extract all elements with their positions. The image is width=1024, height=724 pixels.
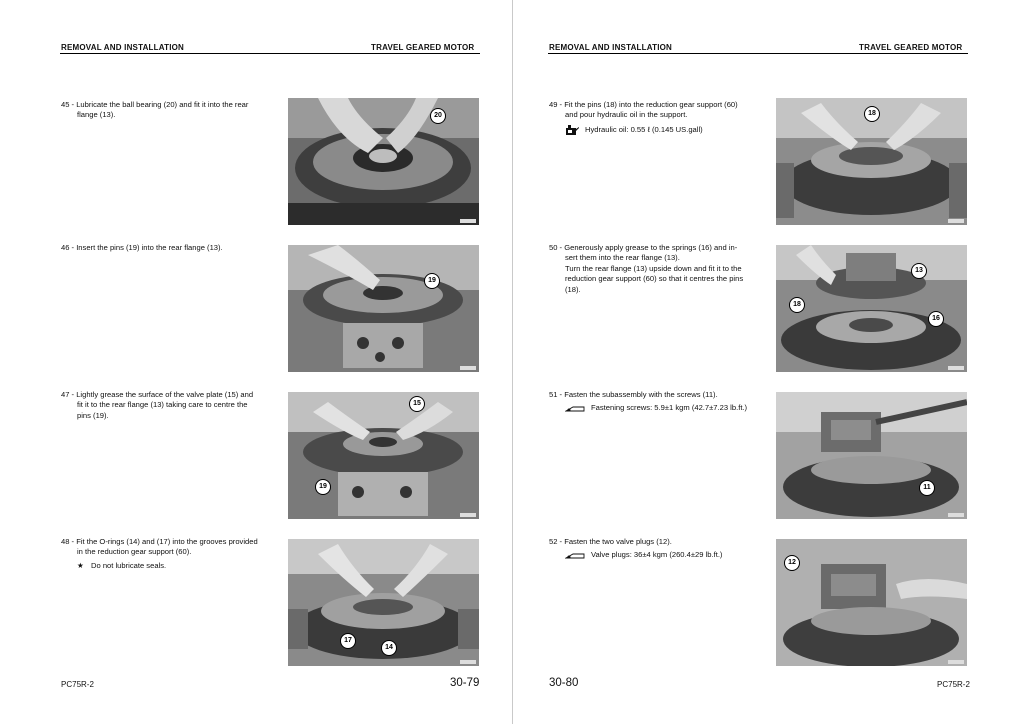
step-49-note (549, 124, 769, 136)
step-line: sert them into the rear flange (13). (565, 253, 680, 263)
star-icon: ★ (77, 560, 84, 570)
page-spread-divider (512, 0, 513, 724)
step-49-text (549, 100, 769, 136)
step-52-text (549, 537, 769, 561)
callout-18: 18 (789, 297, 805, 313)
step-52-note (549, 550, 769, 560)
right-footer-model: PC75R-2 (937, 680, 970, 689)
oil-can-icon (565, 124, 579, 136)
photo-step-50 (776, 245, 967, 372)
step-line: 49 - Fit the pins (18) into the reduction gear support (60) (549, 100, 738, 109)
callout-12: 12 (784, 555, 800, 571)
callout-14: 14 (381, 640, 397, 656)
step-51-note (549, 403, 769, 413)
step-line: reduction gear support (60) so that it centres the pins (565, 274, 744, 284)
photo-step-47 (288, 392, 479, 519)
left-title-header: TRAVEL GEARED MOTOR (371, 43, 475, 52)
callout-13: 13 (911, 263, 927, 279)
note-text: Fastening screws: 5.9±1 kgm (42.7±7.23 lb.ft.) (591, 403, 748, 413)
right-section-header: REMOVAL AND INSTALLATION (549, 43, 673, 52)
callout-20: 20 (430, 108, 446, 124)
step-48-text (61, 537, 281, 571)
step-line: flange (13). (77, 110, 116, 120)
step-48-note (61, 561, 281, 571)
note-text: Hydraulic oil: 0.55 ℓ (0.145 US.gall) (585, 124, 703, 134)
photo-step-48 (288, 539, 479, 666)
step-line: 52 - Fasten the two valve plugs (12). (549, 537, 672, 546)
right-title-header: TRAVEL GEARED MOTOR (859, 43, 963, 52)
photo-step-49 (776, 98, 967, 225)
step-line: in the reduction gear support (60). (77, 547, 192, 557)
left-footer-model: PC75R-2 (61, 680, 94, 689)
callout-19: 19 (315, 479, 331, 495)
callout-19: 19 (424, 273, 440, 289)
step-line: 47 - Lightly grease the surface of the valve plate (15) and (61, 390, 254, 399)
step-line: 51 - Fasten the subassembly with the screws (11). (549, 390, 718, 399)
step-line: 50 - Generously apply grease to the springs (16) and in- (549, 243, 738, 252)
right-page-number: 30-80 (549, 677, 579, 689)
callout-11: 11 (919, 480, 935, 496)
step-line: and pour hydraulic oil in the support. (565, 110, 688, 120)
step-46-text (61, 243, 281, 253)
step-line: pins (19). (77, 410, 109, 420)
photo-step-46 (288, 245, 479, 372)
left-page-number: 30-79 (450, 677, 480, 689)
left-header-rule (60, 53, 480, 54)
photo-step-51 (776, 392, 967, 519)
step-line: 48 - Fit the O-rings (14) and (17) into the grooves provided (61, 537, 258, 546)
step-45-text (61, 100, 281, 121)
right-header-rule (548, 53, 968, 54)
step-50-text (549, 243, 769, 295)
photo-step-45 (288, 98, 479, 225)
step-line: 45 - Lubricate the ball bearing (20) and fit it into the rear (61, 100, 249, 109)
note-text: Do not lubricate seals. (91, 560, 167, 570)
torque-wrench-icon (565, 552, 585, 560)
callout-17: 17 (340, 633, 356, 649)
step-line: fit it to the rear flange (13) taking care to centre the (77, 400, 248, 410)
callout-15: 15 (409, 396, 425, 412)
step-line: (18). (565, 284, 581, 294)
callout-16: 16 (928, 311, 944, 327)
left-section-header: REMOVAL AND INSTALLATION (61, 43, 185, 52)
step-line: 46 - Insert the pins (19) into the rear flange (13). (61, 243, 223, 252)
callout-18: 18 (864, 106, 880, 122)
torque-wrench-icon (565, 405, 585, 413)
step-47-text (61, 390, 281, 421)
step-51-text (549, 390, 769, 414)
note-text: Valve plugs: 36±4 kgm (260.4±29 lb.ft.) (591, 550, 723, 560)
step-line: Turn the rear flange (13) upside down and fit it to the (565, 263, 742, 273)
photo-step-52 (776, 539, 967, 666)
